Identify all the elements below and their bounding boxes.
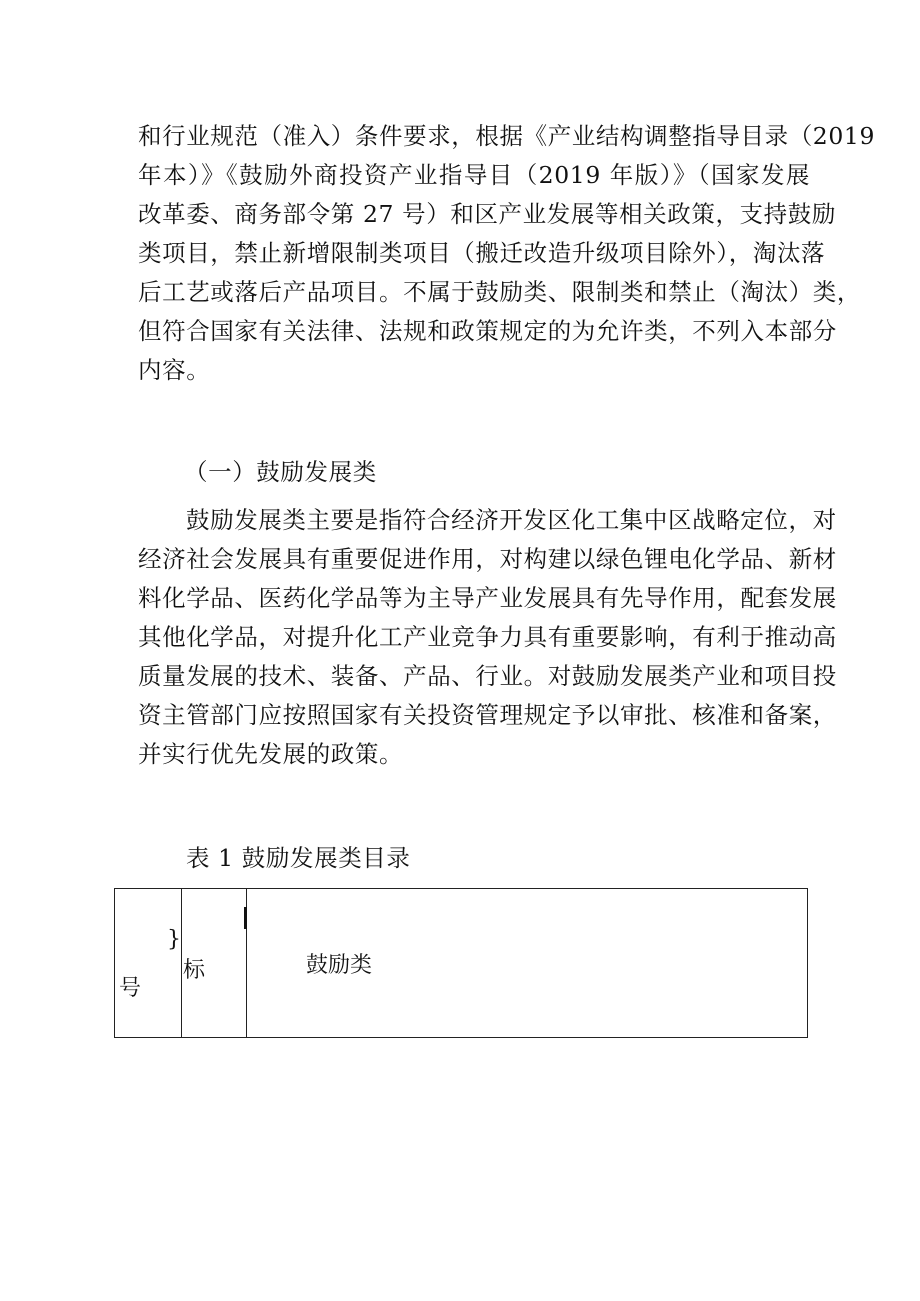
paragraph-line: 其他化学品，对提升化工产业竞争力具有重要影响，有利于推动高 <box>138 623 837 651</box>
paragraph-line: 并实行优先发展的政策。 <box>138 740 404 768</box>
paragraph-line: 料化学品、医药化学品等为主导产业发展具有先导作用，配套发展 <box>138 584 837 612</box>
paragraph-policy-intro <box>138 117 876 390</box>
paragraph-line: 内容。 <box>138 356 211 384</box>
paragraph-line: 质量发展的技术、装备、产品、行业。对鼓励发展类产业和项目投 <box>138 662 837 690</box>
paragraph-line: 但符合国家有关法律、法规和政策规定的为允许类，不列入本部分 <box>138 317 837 345</box>
paragraph-line: 资主管部门应按照国家有关投资管理规定予以审批、核准和备案， <box>138 701 837 729</box>
paragraph-line: 类项目，禁止新增限制类项目（搬迁改造升级项目除外），淘汰落 <box>138 239 826 267</box>
table-header-indicator: 标 <box>183 958 206 983</box>
paragraph-encouraged-category <box>138 501 837 774</box>
paragraph-line: 后工艺或落后产品项目。不属于鼓励类、限制类和禁止（淘汰）类， <box>138 278 861 306</box>
paragraph-line: 改革委、商务部令第 27 号）和区产业发展等相关政策，支持鼓励 <box>138 200 836 228</box>
paragraph-line: 经济社会发展具有重要促进作用，对构建以绿色锂电化学品、新材 <box>138 545 837 573</box>
table-header-number: 号 <box>119 976 142 1001</box>
section-heading: （一）鼓励发展类 <box>184 458 377 486</box>
table-header-encouraged: 鼓励类 <box>306 953 373 978</box>
paragraph-line: 年本）》《鼓励外商投资产业指导目（2019 年版）》（国家发展 <box>138 161 810 189</box>
paragraph-line: 鼓励发展类主要是指符合经济开发区化工集中区战略定位，对 <box>186 506 837 534</box>
table-header-fragment: } <box>167 927 181 952</box>
catalog-table <box>114 888 808 1038</box>
table-column-divider <box>181 889 182 1037</box>
table-edge-mark <box>244 907 247 929</box>
paragraph-line: 和行业规范（准入）条件要求，根据《产业结构调整指导目录（2019 <box>138 122 876 150</box>
table-caption: 表 1 鼓励发展类目录 <box>186 844 411 872</box>
